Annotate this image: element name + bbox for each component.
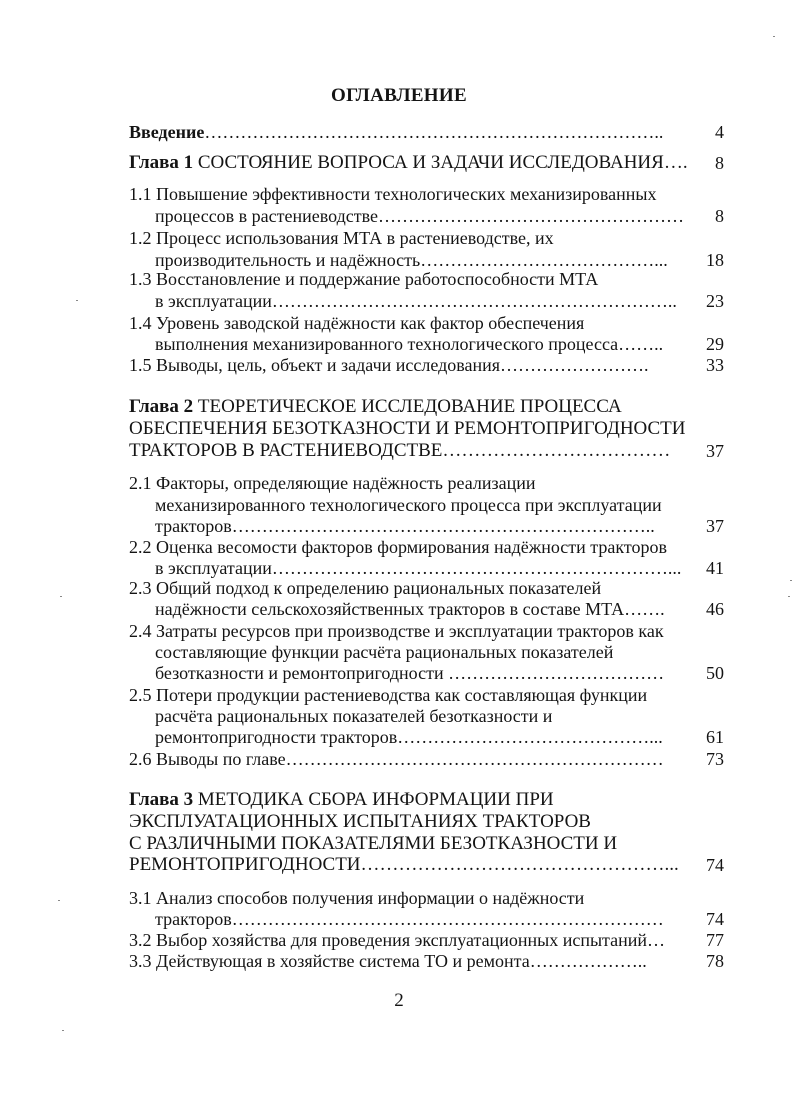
toc-3-3-page: 78 [706, 951, 724, 971]
toc-2-1-page: 37 [706, 516, 724, 536]
toc-ch3-page: 74 [706, 855, 724, 875]
toc-2-3-line1: 2.3 Общий подход к определению рациональных показателей [129, 578, 602, 598]
toc-ch1-title: СОСТОЯНИЕ ВОПРОСА И ЗАДАЧИ ИССЛЕДОВАНИЯ…. [193, 152, 688, 173]
toc-1-3-line2: в эксплуатации………………………………………………………….. [155, 291, 677, 311]
toc-3-1-page: 74 [706, 909, 724, 929]
page-title: ОГЛАВЛЕНИЕ [331, 85, 467, 106]
toc-1-2-line2: производительность и надёжность…………………………………... [155, 250, 668, 270]
toc-ch3-line3: С РАЗЛИЧНЫМИ ПОКАЗАТЕЛЯМИ БЕЗОТКАЗНОСТИ И [129, 833, 618, 854]
toc-ch3-line2: ЭКСПЛУАТАЦИОННЫХ ИСПЫТАНИЯХ ТРАКТОРОВ [129, 811, 591, 832]
toc-3-1-line2: тракторов……………………………………………………………… [155, 909, 664, 929]
toc-3-2-line1: 3.2 Выбор хозяйства для проведения эксплуатационных испытаний… [129, 930, 666, 950]
toc-intro-dots: ………………………………………………………………….. [204, 122, 664, 142]
toc-2-5-line2: расчёта рациональных показателей безотказности и [155, 706, 553, 726]
toc-2-3-page: 46 [706, 599, 724, 619]
scan-speck [58, 900, 60, 901]
toc-2-2-page: 41 [706, 558, 724, 578]
page-number: 2 [394, 990, 404, 1011]
toc-1-2-page: 18 [706, 250, 724, 270]
toc-2-1-line3: тракторов…………………………………………………………….. [155, 516, 655, 536]
toc-3-1-line1: 3.1 Анализ способов получения информации о надёжности [129, 888, 585, 908]
toc-1-1-page: 8 [715, 206, 724, 226]
toc-2-4-line3: безотказности и ремонтопригодности ……………………………… [155, 663, 665, 683]
toc-2-6-line1: 2.6 Выводы по главе……………………………………………………… [129, 749, 664, 769]
toc-entry-intro [129, 121, 663, 143]
toc-1-3-page: 23 [706, 291, 724, 311]
toc-intro-page: 4 [715, 122, 724, 142]
toc-ch3-line1: МЕТОДИКА СБОРА ИНФОРМАЦИИ ПРИ [193, 789, 554, 810]
toc-chapter-3 [129, 789, 554, 811]
toc-2-1-line2: механизированного технологического процесса при эксплуатации [155, 495, 662, 515]
scan-speck [788, 596, 790, 597]
toc-1-4-line2: выполнения механизированного технологического процесса…….. [155, 334, 664, 354]
toc-3-2-page: 77 [706, 930, 724, 950]
toc-1-5-line1: 1.5 Выводы, цель, объект и задачи исследования……………………. [129, 355, 649, 375]
toc-2-3-line2: надёжности сельскохозяйственных тракторов в составе МТА……. [155, 599, 665, 619]
toc-2-5-page: 61 [706, 727, 724, 747]
toc-2-5-line1: 2.5 Потери продукции растениеводства как составляющая функции [129, 685, 648, 705]
toc-2-4-line1: 2.4 Затраты ресурсов при производстве и эксплуатации тракторов как [129, 621, 664, 641]
scan-speck [60, 596, 62, 597]
toc-1-1-line2: процессов в растениеводстве…………………………………………… [155, 206, 685, 226]
toc-1-4-line1: 1.4 Уровень заводской надёжности как фактор обеспечения [129, 313, 585, 333]
toc-ch3-line4: РЕМОНТОПРИГОДНОСТИ…………………………………………... [129, 854, 679, 875]
toc-ch2-prefix: Глава 2 [129, 396, 194, 417]
scan-speck [62, 1030, 64, 1031]
toc-1-2-line1: 1.2 Процесс использования МТА в растениеводстве, их [129, 228, 554, 248]
toc-chapter-2 [129, 396, 622, 418]
toc-ch3-prefix: Глава 3 [129, 789, 194, 810]
toc-2-6-page: 73 [706, 749, 724, 769]
toc-ch2-line3: ТРАКТОРОВ В РАСТЕНИЕВОДСТВЕ……………………………… [129, 440, 671, 461]
toc-chapter-1 [129, 152, 688, 174]
toc-intro-label: Введение [129, 122, 205, 142]
toc-ch1-prefix: Глава 1 [129, 152, 194, 173]
toc-2-5-line3: ремонтопригодности тракторов……………………………………... [155, 727, 663, 747]
toc-ch2-line2: ОБЕСПЕЧЕНИЯ БЕЗОТКАЗНОСТИ И РЕМОНТОПРИГОДНОСТИ [129, 418, 686, 439]
toc-ch1-page: 8 [715, 153, 724, 173]
toc-2-2-line2: в эксплуатации…………………………………………………………... [155, 558, 682, 578]
toc-2-1-line1: 2.1 Факторы, определяющие надёжность реализации [129, 473, 536, 493]
toc-2-4-page: 50 [706, 663, 724, 683]
toc-ch2-page: 37 [706, 441, 724, 461]
toc-1-4-page: 29 [706, 334, 724, 354]
toc-1-3-line1: 1.3 Восстановление и поддержание работоспособности МТА [129, 269, 599, 289]
toc-1-1-line1: 1.1 Повышение эффективности технологических механизированных [129, 184, 657, 204]
toc-2-2-line1: 2.2 Оценка весомости факторов формирования надёжности тракторов [129, 537, 668, 557]
toc-1-5-page: 33 [706, 355, 724, 375]
toc-ch2-line1: ТЕОРЕТИЧЕСКОЕ ИССЛЕДОВАНИЕ ПРОЦЕССА [193, 396, 622, 417]
scan-speck [790, 580, 792, 581]
scan-speck [773, 36, 775, 37]
toc-3-3-line1: 3.3 Действующая в хозяйстве система ТО и ремонта……………….. [129, 951, 647, 971]
scan-speck [76, 300, 78, 301]
toc-2-4-line2: составляющие функции расчёта рациональных показателей [155, 642, 614, 662]
